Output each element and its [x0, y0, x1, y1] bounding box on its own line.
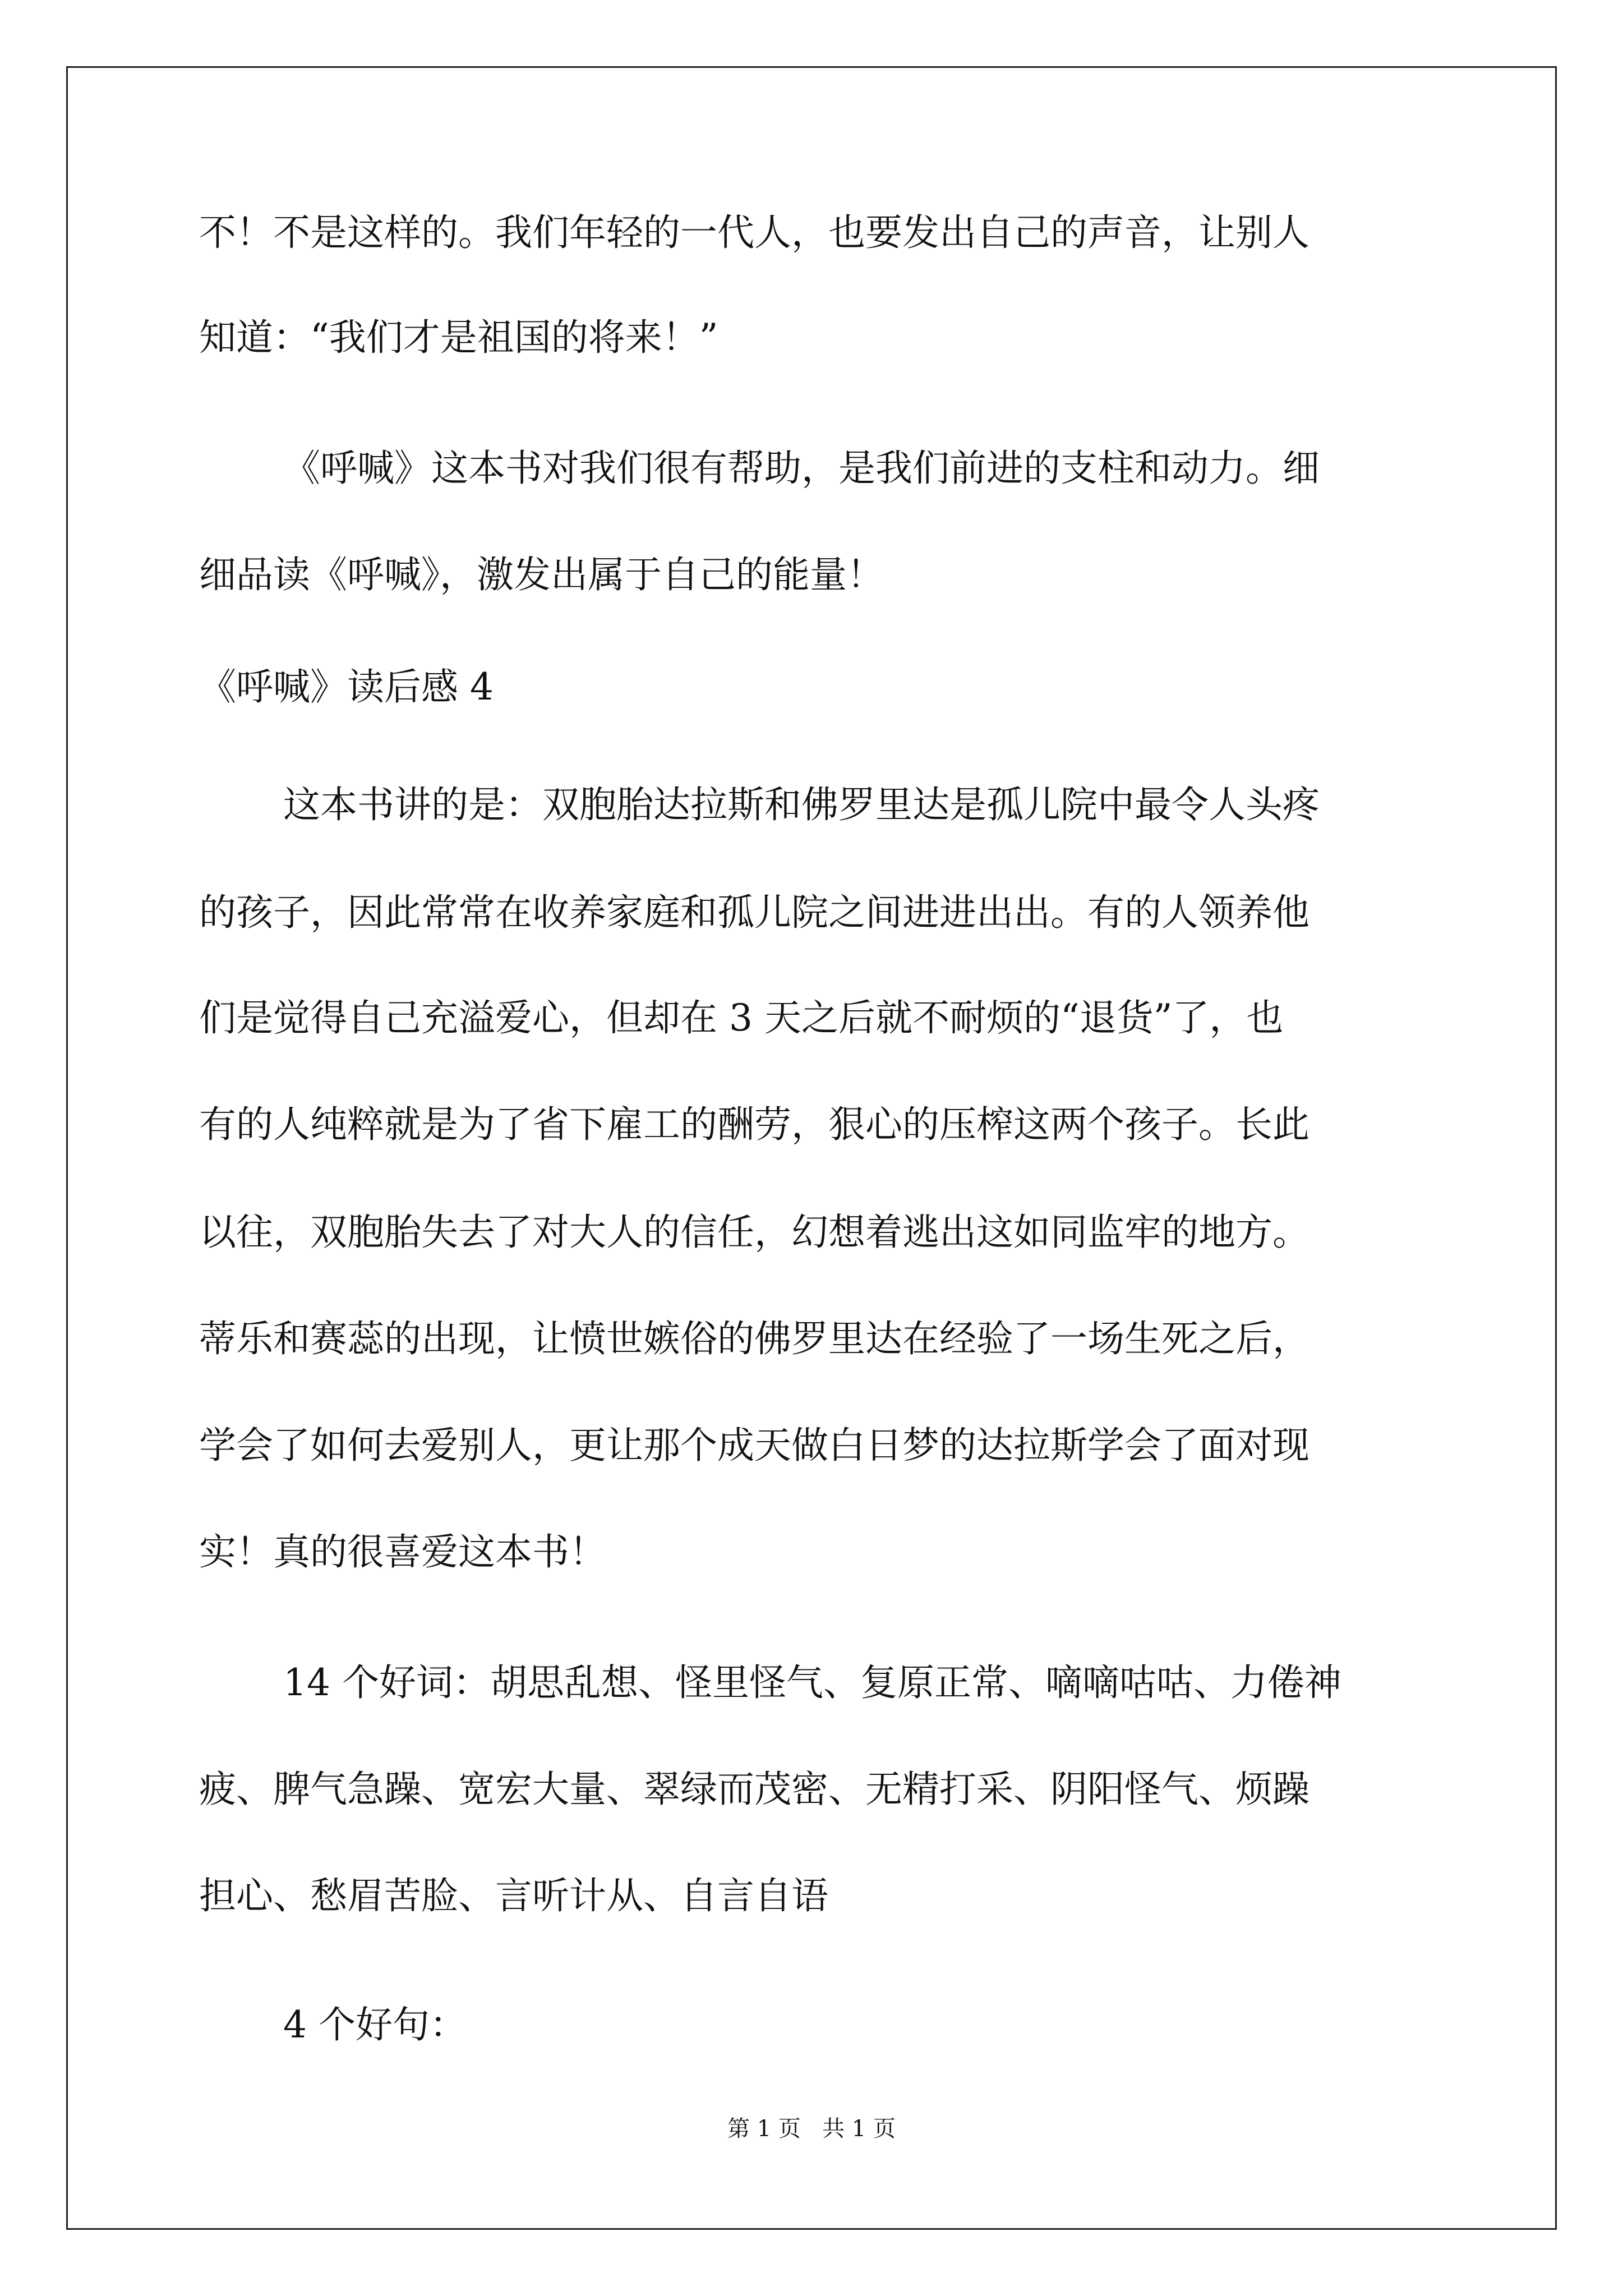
paragraph-line: 以往，双胞胎失去了对大人的信任，幻想着逃出这如同监牢的地方。 [199, 1211, 1310, 1254]
paragraph-line: 的孩子，因此常常在收养家庭和孤儿院之间进进出出。有的人领养他 [199, 891, 1310, 934]
paragraph-line: 学会了如何去爱别人，更让那个成天做白日梦的达拉斯学会了面对现 [199, 1424, 1310, 1467]
page-number-footer: 第 1 页 共 1 页 [727, 2116, 896, 2142]
paragraph-line: 不！不是这样的。我们年轻的一代人，也要发出自己的声音，让别人 [199, 211, 1310, 254]
section-heading: 《呼喊》读后感 4 [199, 665, 494, 708]
paragraph-line: 4 个好句： [283, 2003, 467, 2046]
paragraph-line: 这本书讲的是：双胞胎达拉斯和佛罗里达是孤儿院中最令人头疼 [283, 783, 1320, 826]
paragraph-line: 《呼喊》这本书对我们很有帮助，是我们前进的支柱和动力。细 [283, 447, 1320, 490]
paragraph-line: 14 个好词：胡思乱想、怪里怪气、复原正常、嘀嘀咕咕、力倦神 [283, 1661, 1341, 1704]
paragraph-line: 蒂乐和赛蕊的出现，让愤世嫉俗的佛罗里达在经验了一场生死之后， [199, 1317, 1310, 1360]
paragraph-line: 担心、愁眉苦脸、言听计从、自言自语 [199, 1874, 828, 1917]
paragraph-line: 疲、脾气急躁、宽宏大量、翠绿而茂密、无精打采、阴阳怪气、烦躁 [199, 1768, 1310, 1811]
paragraph-line: 们是觉得自己充溢爱心，但却在 3 天之后就不耐烦的“退货”了，也 [199, 996, 1284, 1039]
paragraph-line: 有的人纯粹就是为了省下雇工的酬劳，狠心的压榨这两个孩子。长此 [199, 1103, 1310, 1146]
paragraph-line: 实！真的很喜爱这本书！ [199, 1530, 606, 1573]
paragraph-line: 细品读《呼喊》，激发出属于自己的能量！ [199, 553, 884, 596]
paragraph-line: 知道：“我们才是祖国的将来！” [199, 316, 718, 359]
